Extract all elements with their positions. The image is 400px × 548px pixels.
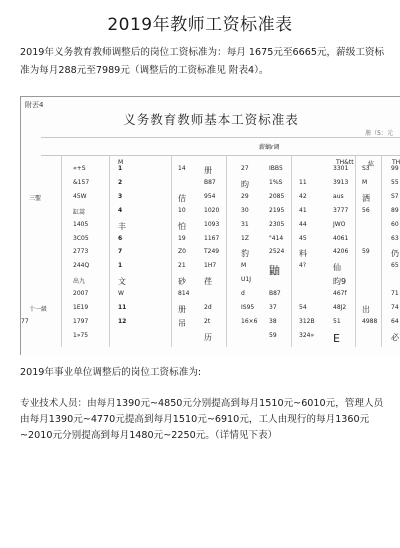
table-cell: 45 [299, 234, 307, 242]
table-cell: 2305 [269, 220, 285, 228]
table-header-cell: 紘 [368, 161, 375, 168]
table-header-cell: TH [392, 159, 400, 166]
table-header-cell: 薪螭r调 [259, 144, 280, 151]
table-cell: IS95 [241, 304, 255, 311]
table-cell: 59 [362, 248, 370, 256]
table-cell: 1%S [269, 178, 283, 186]
table-cell: 4 [118, 206, 123, 214]
table-cell: &157 [73, 178, 90, 186]
table-cell: 1405 [73, 220, 89, 228]
table-cell: 48J2 [333, 304, 347, 311]
table-cell: E [333, 331, 340, 345]
table-cell: 4061 [333, 234, 349, 242]
table-cell: 1167 [204, 234, 220, 242]
table-cell: 册 [178, 305, 186, 314]
salary-table-image [20, 96, 400, 355]
table-cell: M [241, 262, 247, 270]
table-cell: 45W [73, 192, 87, 200]
table-cell: 3301 [333, 165, 349, 172]
table-column-divider [171, 155, 172, 347]
table-cell: 历 [204, 332, 212, 342]
table-cell: 1E19 [73, 304, 89, 311]
table-cell: 文 [118, 277, 126, 287]
table-cell: 19 [178, 234, 186, 242]
table-cell: 2524 [269, 248, 285, 256]
table-cell: 3777 [333, 206, 349, 214]
table-cell: S3 [362, 165, 370, 172]
table-cell: 4206 [333, 248, 349, 256]
table-cell: U1J [241, 276, 251, 284]
table-cell: 65 [391, 262, 399, 270]
table-corner-label: 附丟4 [25, 101, 44, 109]
table-cell: 豹 [241, 249, 249, 259]
table-cell: 1020 [204, 206, 220, 214]
table-cell: 2t [204, 317, 211, 325]
table-cell: 2d [204, 304, 212, 311]
table-cell: 467f [333, 290, 347, 298]
table-cell: 3 [118, 192, 123, 200]
table-cell: d [241, 290, 245, 298]
table-cell: 荏 [204, 277, 212, 287]
table-cell: 砂 [178, 277, 186, 287]
table-cell: 59 [269, 331, 277, 339]
table-cell: "414 [269, 234, 284, 242]
table-cell: 41 [299, 206, 307, 214]
table-cell: 出九 [73, 278, 86, 286]
table-cell: 3C05 [73, 234, 89, 242]
table-cell: 2007 [73, 290, 89, 298]
table-cell: 89 [391, 206, 399, 214]
table-cell: 2085 [269, 192, 285, 200]
table-cell: 74 [391, 304, 399, 311]
table-column-divider [381, 155, 382, 347]
table-cell: 27 [241, 165, 249, 172]
table-cell: 51 [333, 317, 341, 325]
table-cell: 缸蒿 [73, 208, 86, 216]
table-cell: 11 [118, 304, 127, 311]
table-cell: 2 [118, 178, 123, 186]
table-cell: 1»75 [73, 331, 89, 339]
table-cell: 29 [241, 192, 249, 200]
table-cell: 册 [204, 166, 212, 175]
table-cell: 324» [299, 331, 315, 339]
table-cell: 昀 [241, 179, 249, 189]
table-column-divider [109, 155, 110, 347]
table-cell: 丰 [118, 221, 126, 231]
table-cell: 77 [21, 317, 29, 325]
table-cell: 21 [178, 262, 186, 270]
table-cell: 63 [391, 234, 399, 242]
table-cell: 三聖 [29, 194, 42, 202]
detail-paragraph: 专业技术人员：由每月1390元~4850元分别提高到每月1510元~6010元，管理人员由每月1390元~4770元提高到每月1510元~6910元，工人由现行的每月1360元~2010元分别提高到每月1480元~2250元。（详情见下表） [20, 398, 384, 441]
table-cell: 55 [391, 178, 399, 186]
table-cell: 10 [178, 206, 186, 214]
table-cell: 佶 [178, 193, 186, 203]
table-cell: 12 [118, 317, 127, 325]
table-cell: 11 [299, 178, 307, 186]
table-cell: 30 [241, 206, 249, 214]
table-cell: 44 [299, 220, 307, 228]
table-cell: 312B [299, 317, 315, 325]
table-column-divider [61, 155, 62, 347]
table-cell: 4988 [362, 317, 378, 325]
table-cell: 仍 [391, 249, 399, 259]
table-cell: 42 [299, 192, 307, 200]
table-cell: 2773 [73, 248, 89, 256]
table-cell: 7 [118, 248, 123, 256]
table-cell: 必 [391, 332, 399, 342]
table-header-cell: TH&tt [336, 159, 354, 166]
table-cell: 1 [118, 262, 123, 270]
table-cell: 31 [241, 220, 249, 228]
table-cell: 3913 [333, 178, 349, 186]
table-cell: 60 [391, 220, 399, 228]
table-cell: 99 [391, 165, 399, 172]
table-cell: aus [333, 192, 344, 200]
page-title: 2019年教师工资标准表 [107, 15, 293, 35]
table-cell: 71 [391, 290, 399, 298]
table-cell: IBB5 [269, 165, 283, 172]
table-cell: B87 [204, 178, 216, 186]
table-cell: 仙 [333, 263, 341, 273]
table-cell: 2195 [269, 206, 285, 214]
table-cell: 料 [299, 249, 307, 259]
table-cell: 56 [362, 206, 370, 214]
table-cell: 64 [391, 317, 399, 325]
table-cell: 昀9 [333, 277, 347, 287]
table-cell: 1Z [241, 234, 249, 242]
table-cell: 十一級 [29, 306, 48, 313]
table-cell: T249 [204, 248, 220, 256]
table-unit-note: 册（5：元 [365, 130, 393, 137]
table-cell: 6 [118, 234, 123, 242]
table-cell: S7 [391, 192, 399, 200]
table-cell: W [118, 290, 124, 298]
table-cell: 1093 [204, 220, 220, 228]
table-cell: 16×6 [241, 317, 258, 325]
table-cell: 出 [362, 305, 370, 314]
section-subhead: 2019年事业单位调整后的岗位工资标准为: [20, 367, 202, 378]
table-cell: 洒 [362, 193, 370, 203]
table-cell: 54 [299, 304, 307, 311]
table-cell: 1 [118, 165, 123, 172]
table-cell: Z0 [178, 248, 186, 256]
table-header-cell: M [118, 159, 124, 166]
table-cell: 1H7 [204, 262, 217, 270]
table-cell: 鼬 [269, 264, 280, 278]
table-cell: 1797 [73, 317, 89, 325]
table-cell: 4? [299, 262, 307, 270]
table-cell: 954 [204, 192, 216, 200]
table-cell: «+S [73, 165, 86, 172]
table-cell: 37 [269, 304, 277, 311]
table-cell: 38 [269, 317, 277, 325]
table-cell: B87 [269, 290, 281, 298]
table-rule [41, 137, 400, 138]
table-rule [41, 155, 400, 156]
table-column-divider [226, 155, 227, 347]
intro-paragraph: 2019年义务教育教师调整后的岗位工资标准为：每月 1675元至6665元，薪级工资标准为每月288元至7989元（调整后的工资标准见 附表4）。 [20, 47, 385, 76]
table-cell: JWO [333, 220, 346, 228]
table-column-divider [355, 155, 356, 347]
table-cell: 244Q [73, 262, 90, 270]
table-column-divider [291, 155, 292, 347]
table-cell: 怕 [178, 221, 186, 231]
table-cell: 吊 [178, 318, 186, 328]
table-cell: M [362, 178, 368, 186]
table-cell: 14 [178, 165, 186, 172]
table-cell: 814 [178, 290, 190, 298]
table-title: 义务教育教师基本工资标准表 [123, 112, 299, 127]
